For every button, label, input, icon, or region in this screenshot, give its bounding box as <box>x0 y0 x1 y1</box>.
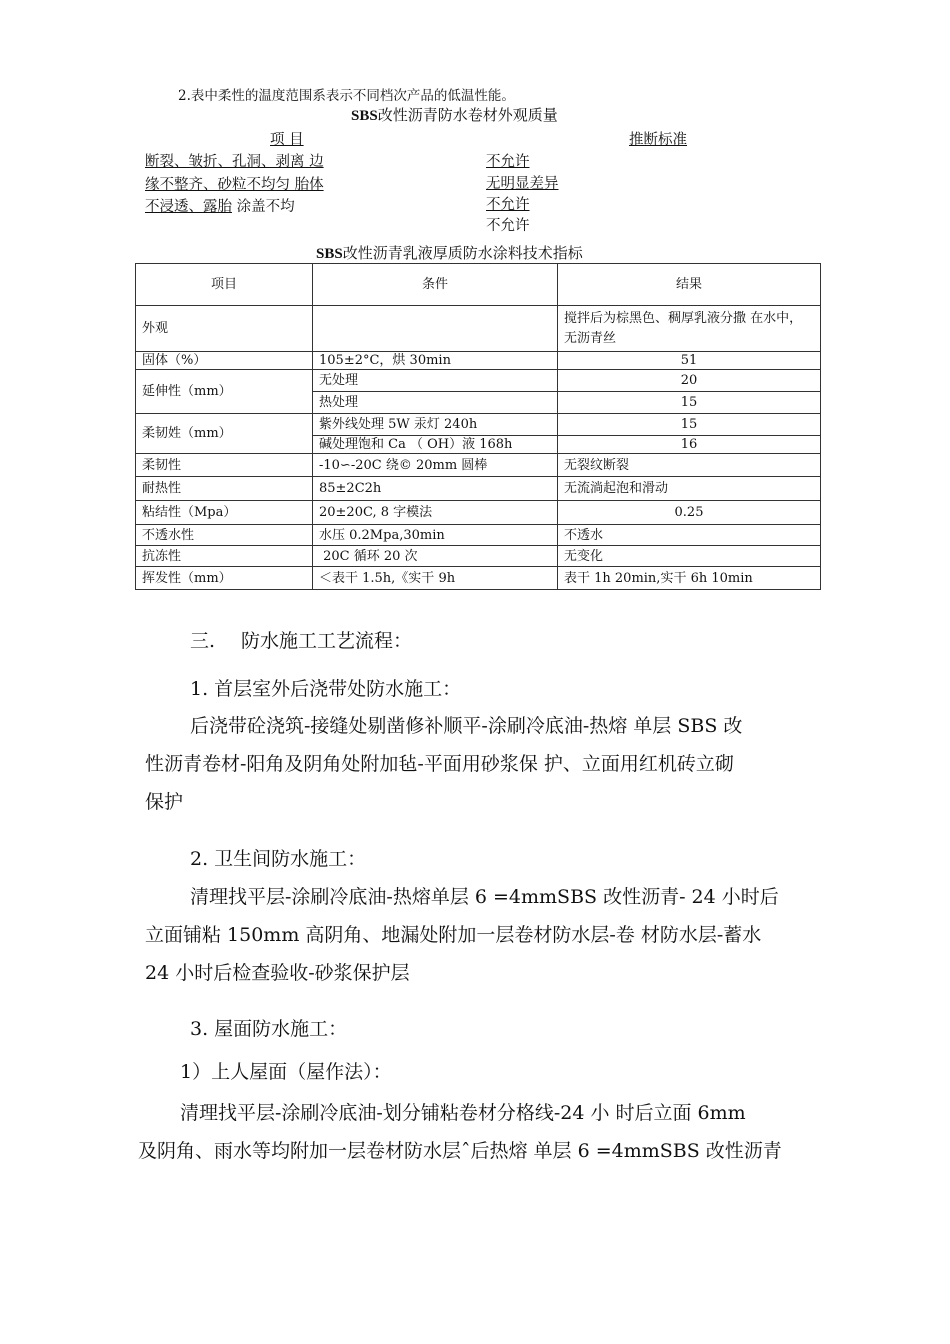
appearance-defect-line: 断裂、皱折、孔洞、剥离 边 <box>145 154 324 170</box>
section-number: 三. <box>190 630 216 652</box>
row-condition: 水压 0.2Mpa,30min <box>313 525 558 546</box>
appearance-defect-text: 不浸透、露胎 <box>145 199 232 215</box>
appearance-title <box>351 104 558 125</box>
row-result: 不透水 <box>558 525 821 546</box>
row-condition: 105±2°C，烘 30min <box>313 352 558 370</box>
row-result: 搅拌后为棕黑色、稠厚乳液分撒 在水中，无沥青丝 <box>558 306 821 352</box>
row-condition: -10∽-20C 绕© 20mm 圆棒 <box>313 454 558 477</box>
appearance-head-standard: 推断标准 <box>629 132 687 148</box>
row-item: 抗冻性 <box>136 546 313 567</box>
row-result: 表干 1h 20min,实干 6h 10min <box>558 567 821 590</box>
subheading-2: 2. 卫生间防水施工： <box>190 848 367 870</box>
section-heading <box>190 626 412 653</box>
subheading-3: 3. 屋面防水施工： <box>190 1018 348 1040</box>
header-result: 结果 <box>558 264 821 306</box>
table-row <box>136 414 821 436</box>
row-condition: 无处理 <box>313 370 558 392</box>
row-result: 20 <box>558 370 821 392</box>
paragraph-line: 24 小时后检查验收-砂浆保护层 <box>145 962 410 984</box>
spec-title <box>316 242 583 263</box>
subheading-1: 1. 首层室外后浇带处防水施工： <box>190 678 462 700</box>
appearance-standard-value: 无明显差异 <box>486 176 559 192</box>
row-result: 无流淌起泡和滑动 <box>558 477 821 501</box>
row-result: 15 <box>558 392 821 414</box>
paragraph-line: 及阴角、雨水等均附加一层卷材防水层ˆ后热熔 单层 6 =4mmSBS 改性沥青 <box>138 1140 782 1162</box>
paragraph-line: 保护 <box>145 791 184 813</box>
paragraph-line: 后浇带砼浇筑-接缝处剔凿修补顺平-涂刷冷底油-热熔 单层 SBS 改 <box>190 715 743 737</box>
paragraph-line: 清理找平层-涂刷冷底油-划分铺粘卷材分格线-24 小 时后立面 6mm <box>180 1102 746 1124</box>
row-item: 耐热性 <box>136 477 313 501</box>
row-result: 51 <box>558 352 821 370</box>
table-header-row <box>136 264 821 306</box>
appearance-standard-value: 不允许 <box>486 197 530 213</box>
row-item: 柔韧性 <box>136 454 313 477</box>
table-row <box>136 370 821 392</box>
spec-table <box>135 263 821 590</box>
row-item: 不透水性 <box>136 525 313 546</box>
paragraph-line: 性沥青卷材-阳角及阴角处附加毡-平面用砂浆保 护、立面用红机砖立砌 <box>145 753 734 775</box>
paragraph-2 <box>145 878 825 992</box>
table-row <box>136 525 821 546</box>
appearance-defect-line <box>145 195 295 216</box>
row-result: 15 <box>558 414 821 436</box>
subheading-3-1: 1）上人屋面（屋作法）： <box>180 1061 392 1083</box>
header-item: 项目 <box>136 264 313 306</box>
table-row <box>136 454 821 477</box>
table-row <box>136 306 821 352</box>
row-condition: ＜表干 1.5h,《实干 9h <box>313 567 558 590</box>
table-row <box>136 352 821 370</box>
row-item: 外观 <box>136 306 313 352</box>
row-item: 挥发性（mm） <box>136 567 313 590</box>
appearance-standard-value: 不允许 <box>486 154 530 170</box>
spec-title-prefix: SBS <box>316 246 343 262</box>
section-title: 防水施工工艺流程： <box>241 630 413 652</box>
row-condition: 热处理 <box>313 392 558 414</box>
row-result: 无变化 <box>558 546 821 567</box>
table-row <box>136 477 821 501</box>
row-item: 延伸性（mm） <box>136 370 313 414</box>
row-condition: 85±2C2h <box>313 477 558 501</box>
table-row <box>136 546 821 567</box>
appearance-title-prefix: SBS <box>351 108 378 124</box>
paragraph-line: 立面铺粘 150mm 高阴角、地漏处附加一层卷材防水层-卷 材防水层-蓄水 <box>145 924 762 946</box>
row-item: 柔韧姓（mm） <box>136 414 313 454</box>
row-item: 粘结性（Mpa） <box>136 501 313 525</box>
spec-title-rest: 改性沥青乳液厚质防水涂料技术指标 <box>342 244 583 262</box>
paragraph-1 <box>145 707 825 821</box>
row-result: 0.25 <box>558 501 821 525</box>
appearance-standard-value: 不允许 <box>486 218 530 234</box>
appearance-defect-line: 缘不整齐、砂粒不均匀 胎体 <box>145 177 324 193</box>
table-row <box>136 501 821 525</box>
table-row <box>136 567 821 590</box>
row-item: 固体（%） <box>136 352 313 370</box>
paragraph-3 <box>138 1094 828 1170</box>
row-condition: 20C 循环 20 次 <box>313 546 558 567</box>
row-condition: 碱处理饱和 Ca （ OH）液 168h <box>313 436 558 454</box>
row-condition: 紫外线处理 5W 汞灯 240h <box>313 414 558 436</box>
row-condition: 20±20C, 8 字模法 <box>313 501 558 525</box>
row-condition <box>313 306 558 352</box>
header-condition: 条件 <box>313 264 558 306</box>
table-note: 2.表中柔性的温度范围系表示不同档次产品的低温性能。 <box>178 88 515 104</box>
row-result: 16 <box>558 436 821 454</box>
appearance-title-rest: 改性沥青防水卷材外观质量 <box>377 106 558 124</box>
row-result: 无裂纹断裂 <box>558 454 821 477</box>
paragraph-line: 清理找平层-涂刷冷底油-热熔单层 6 =4mmSBS 改性沥青- 24 小时后 <box>190 886 779 908</box>
appearance-head-item: 项 目 <box>270 132 304 148</box>
appearance-defect-tail: 涂盖不均 <box>232 199 295 215</box>
